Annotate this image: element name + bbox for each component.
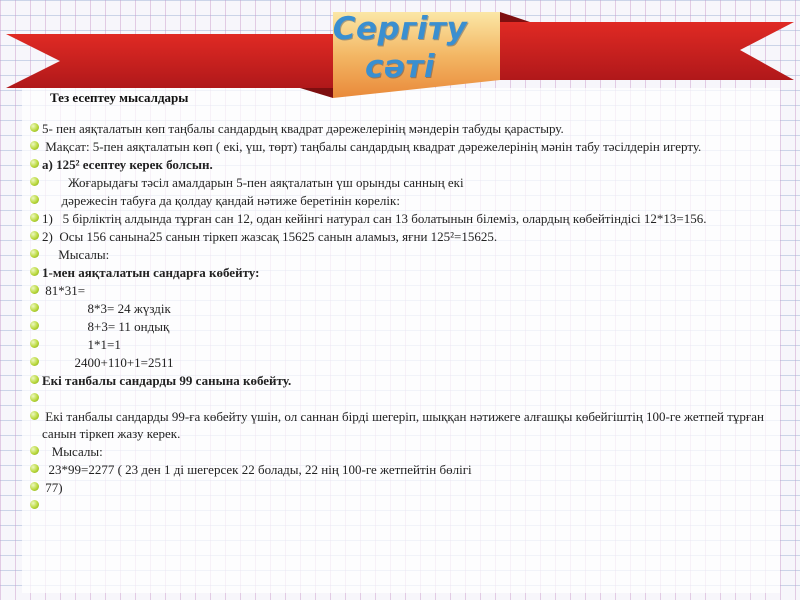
bullet-icon: [30, 159, 39, 168]
list-item: [30, 264, 775, 281]
banner-title-line1: Сергіту: [332, 11, 468, 47]
list-item-text: 8*3= 24 жүздік: [42, 301, 171, 316]
bullet-icon: [30, 357, 39, 366]
list-item: [30, 408, 775, 442]
bullet-icon: [30, 285, 39, 294]
list-item-text: Екі танбалы сандарды 99 санына көбейту.: [42, 373, 292, 388]
ribbon-left-fold: [300, 88, 333, 98]
list-item: [30, 443, 775, 460]
list-item-text: а) 125² есептеу керек болсын.: [42, 157, 213, 172]
bullet-icon: [30, 123, 39, 132]
list-item: [30, 210, 775, 227]
title-banner: [0, 0, 800, 100]
list-item-text: 8+3= 11 ондық: [42, 319, 170, 334]
list-item: [30, 479, 775, 496]
bullet-icon: [30, 411, 39, 420]
list-item-text: Мақсат: 5-пен аяқталатын көп ( екі, үш, төрт) таңбалы сандардың квадрат дәрежелерінің мәнін табу тәсілдерін игерту.: [42, 139, 702, 154]
list-item: [30, 300, 775, 317]
bullet-icon: [30, 213, 39, 222]
list-item: [30, 461, 775, 478]
bullet-icon: [30, 339, 39, 348]
list-item-text: дәрежесін табуға да қолдау қандай нәтиже беретінін көрелік:: [42, 193, 400, 208]
list-item-text: 5- пен аяқталатын көп таңбалы сандардың квадрат дәрежелерінің мәндерін табуды қарастыру.: [42, 121, 564, 136]
list-item-text: Мысалы:: [42, 247, 110, 262]
list-item-text: 1) 5 бірліктің алдында тұрған сан 12, одан кейінгі натурал сан 13 болатынын білеміз, олардың көбейтіндісі 12*13=156.: [42, 211, 707, 226]
list-item: [30, 372, 775, 389]
list-item-text: 77): [42, 480, 63, 495]
bullet-icon: [30, 267, 39, 276]
bullet-icon: [30, 141, 39, 150]
list-item: [30, 156, 775, 173]
list-item: [30, 174, 775, 191]
bullet-icon: [30, 249, 39, 258]
list-item-text: 81*31=: [42, 283, 86, 298]
list-item: [30, 120, 775, 137]
banner-title: [0, 10, 800, 86]
list-item-text: 1*1=1: [42, 337, 121, 352]
list-item: [30, 228, 775, 245]
list-item-text: Мысалы:: [42, 444, 103, 459]
bullet-icon: [30, 500, 39, 509]
banner-title-line2: сәті: [365, 49, 435, 85]
list-item: [30, 318, 775, 335]
bullet-icon: [30, 393, 39, 402]
list-item-text: Екі танбалы сандарды 99-ға көбейту үшін, ол саннан бірді шегеріп, шыққан нәтижеге алғашқы көбейгіштің 100-ге жетпей тұрған санын тіркеп жазу керек.: [42, 409, 768, 441]
bullet-icon: [30, 231, 39, 240]
bullet-icon: [30, 482, 39, 491]
list-item: [30, 138, 775, 155]
list-item-text: 23*99=2277 ( 23 ден 1 ді шегерсек 22 болады, 22 нің 100-ге жетпейтін бөлігі: [42, 462, 472, 477]
list-item: [30, 192, 775, 209]
bullet-icon: [30, 195, 39, 204]
bullet-icon: [30, 177, 39, 186]
bullet-list: [30, 120, 775, 515]
list-item: [30, 282, 775, 299]
list-item: [30, 390, 775, 407]
bullet-icon: [30, 303, 39, 312]
list-item-text: 2) Осы 156 санына25 санын тіркеп жазсақ 15625 санын аламыз, яғни 125²=15625.: [42, 229, 498, 244]
list-item: [30, 246, 775, 263]
bullet-icon: [30, 464, 39, 473]
list-item-text: 1-мен аяқталатын сандарға көбейту:: [42, 265, 260, 280]
section-subtitle: Тез есептеу мысалдары: [50, 90, 189, 105]
list-item-text: Жоғарыдағы тәсіл амалдарын 5-пен аяқталатын үш орынды санның екі: [42, 175, 464, 190]
bullet-icon: [30, 375, 39, 384]
list-item: [30, 336, 775, 353]
bullet-icon: [30, 321, 39, 330]
list-item: [30, 354, 775, 371]
list-item-text: 2400+110+1=2511: [42, 355, 174, 370]
bullet-icon: [30, 446, 39, 455]
list-item: [30, 497, 775, 514]
